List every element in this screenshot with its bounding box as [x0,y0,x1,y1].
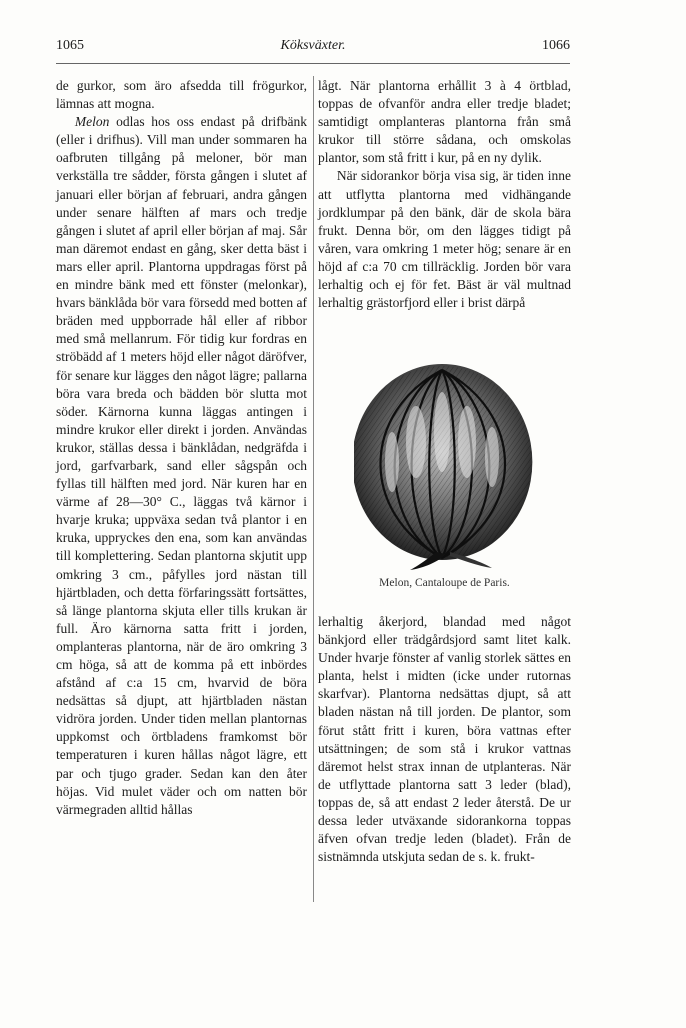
paragraph-melon [56,113,307,819]
melon-illustration [354,362,534,572]
paragraph-akerjord: lerhaltig åkerjord, blandad med något bänkjord eller trädgårdsjord samt litet kalk. Under hvarje fönster af vanlig storlek sättes en planta, helst i midten (icke under rutornas skarfvar). Plantorna nedsättas djupt, så att bladen nästan nå till jorden. De plantor, som förut stått fritt i kuren, böra vattnas efter utsättningen; de som stå i krukor vattnas däremot helst strax innan de utplanteras. När de utflyttade plantorna satt 3 leder (blad), toppas de, så att endast 2 leder återstå. De ur dessa leder utväxande sidorankorna toppas äfven ofvan tredje leden (bladet). Från de sistnämnda utskjuta sedan de s. k. frukt- [318,614,571,865]
melon-term: Melon [74,114,110,130]
page-header [56,38,570,58]
right-column-bottom [318,613,571,905]
paragraph-gurkor: de gurkor, som äro afsedda till frögurkor, lämnas att mogna. [56,78,307,112]
header-rule [56,63,570,64]
running-title: Köksväxter. [280,38,346,53]
page-number-left: 1065 [56,38,84,53]
figure-caption: Melon, Cantaloupe de Paris. [379,577,510,589]
melon-text: odlas hos oss endast på drifbänk (eller i drifhus). Vill man under sommaren ha oafbruten tillgång på meloner, bör man verkställa tre sådder, första gången i slutet af januari eller början af februari, andra gången under senare hälften af mars och tredje gången i slutet af april eller början af maj. Sår man däremot endast en gång, sker detta bäst i mars eller april. Plantorna uppdragas först på en mindre bänk med ett fönster (melonkar), hvars bänklåda bör vara försedd med botten af bräden med uppborrade hål eller af ribbor med små mellanrum. För tidig kur fordras en ströbädd af 1 meters höjd eller något däröfver, för senare kur lägges den något lägre; pallarna böra vara breda och bädden bör slutta mot söder. Kärnorna kunna läggas antingen i mindre krukor eller direkt i jorden. Användas krukor, ställas dessa i bänklådan, nedgräfda i jord, garfvarbark, sand eller sågspån och fyllas till hälften med jord. När kuren har en värme af 28—30° C., läggas två kärnor i hvarje kruka; uppväxa sedan två plantor i en kruka, uppryckes den ena, som kan användas till komplettering. Sedan plantorna skjutit upp omkring 3 cm., påfylles jord nästan till hjärtbladen, och detta förfaringssätt fortsättes, så länge plantorna skjuta eller tills krukan är full. Äro kärnorna satta fritt i jorden, omplanteras plantorna, när de äro omkring 3 cm höga, så att de komma på ett inbördes afstånd af c:a 15 cm, hvarvid de böra nedsättas så djupt, att hjärtbladen nästan vidröra jorden. Under tiden mellan plantornas uppkomst och örtbladens framkomst bör temperaturen i kuren hållas något lägre, ett par och tjugo grader. Sedan kan den åter höjas. Vid mulet väder och om natten bör värmegraden alltid hållas [56,114,307,817]
paragraph-sidorankor: När sidorankor börja visa sig, är tiden inne att utflytta plantorna med vidhängande jordklumpar på den bänk, där de skola bära frukt. Denna bör, om den lägges tidigt på våren, vara omkring 1 meter hög; senare är en höjd af c:a 70 cm tillräcklig. Jorden bör vara lerhaltig och ej för fet. Bäst är väl multnad lerhaltig grästorfjord eller i brist därpå [318,168,571,311]
page-number-right: 1066 [542,38,570,53]
left-column [56,77,307,897]
column-divider [313,76,314,902]
paragraph-topping: lågt. När plantorna erhållit 3 à 4 örtblad, toppas de ofvanför andra eller tredje bladet; samtidigt omplanteras plantorna från små krukor till större sådana, och omskolas plantor, som stå fritt i kur, på en ny dylik. [318,78,571,166]
right-column-top [318,77,571,357]
